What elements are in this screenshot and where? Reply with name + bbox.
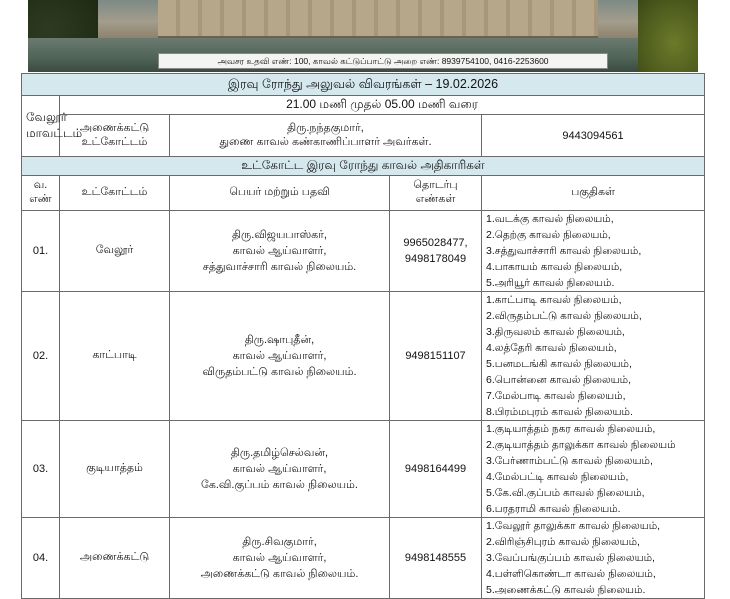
tree-foliage [638, 0, 698, 72]
row-phone: 9498148555 [390, 518, 482, 599]
header-banner-photo [28, 0, 698, 72]
report-title-row [22, 74, 705, 96]
emergency-contact-strip: அவசர உதவி எண்: 100, காவல் கட்டுப்பாட்டு அறை எண்: 8939754100, 0416-2253600 [158, 53, 608, 69]
row-sno: 02. [22, 292, 60, 421]
column-header-row [22, 176, 705, 211]
col-header-contact: தொடர்பு எண்கள் [390, 176, 482, 211]
fort-wall [158, 0, 598, 38]
district-subdivision: அணைக்கட்டு உட்கோட்டம் [60, 115, 170, 157]
night-patrol-table [21, 73, 705, 599]
table-row [22, 292, 705, 421]
row-areas: 1.வேலூர் தாலுக்கா காவல் நிலையம், 2.விரிஞ்சிபுரம் காவல் நிலையம், 3.வேப்பங்குப்பம் காவல் நிலையம், 4.பள்ளிகொண்டா காவல் நிலையம், 5.அணைக்கட்டு காவல் நிலையம். [482, 518, 705, 599]
row-officer: திரு.சிவகுமார், காவல் ஆய்வாளர், அணைக்கட்டு காவல் நிலையம். [170, 518, 390, 599]
row-officer: திரு.விஜயபாஸ்கர், காவல் ஆய்வாளர், சத்துவாச்சாரி காவல் நிலையம். [170, 211, 390, 292]
row-areas: 1.வடக்கு காவல் நிலையம், 2.தெற்கு காவல் நிலையம், 3.சத்துவாச்சாரி காவல் நிலையம், 4.பாகாயம் காவல் நிலையம், 5.அரியூர் காவல் நிலையம். [482, 211, 705, 292]
row-areas: 1.காட்பாடி காவல் நிலையம், 2.விருதம்பட்டு காவல் நிலையம், 3.திருவலம் காவல் நிலையம், 4.லத்தேரி காவல் நிலையம், 5.பனமடங்கி காவல் நிலையம், 6.பொன்னை காவல் நிலையம், 7.மேல்பாடி காவல் நிலையம், 8.பிரம்மபுரம் காவல் நிலையம். [482, 292, 705, 421]
table-row [22, 518, 705, 599]
row-officer: திரு.ஷாபுதீன், காவல் ஆய்வாளர், விருதம்பட்டு காவல் நிலையம். [170, 292, 390, 421]
col-header-areas: பகுதிகள் [482, 176, 705, 211]
row-sno: 03. [22, 421, 60, 518]
time-row [22, 96, 705, 115]
district-label: வேலூர் மாவட்டம் [22, 96, 60, 157]
row-phone: 9498164499 [390, 421, 482, 518]
section-title: உட்கோட்ட இரவு ரோந்து காவல் அதிகாரிகள் [22, 157, 705, 176]
report-title: இரவு ரோந்து அலுவல் விவரங்கள் – 19.02.2026 [22, 74, 705, 96]
district-officer-phone: 9443094561 [482, 115, 705, 157]
row-subdivision: வேலூர் [60, 211, 170, 292]
row-sno: 04. [22, 518, 60, 599]
col-header-name: பெயர் மற்றும் பதவி [170, 176, 390, 211]
district-officer-row [22, 115, 705, 157]
row-subdivision: அணைக்கட்டு [60, 518, 170, 599]
row-phone: 9965028477, 9498178049 [390, 211, 482, 292]
table-row [22, 421, 705, 518]
table-row [22, 211, 705, 292]
row-subdivision: காட்பாடி [60, 292, 170, 421]
row-officer: திரு.தமிழ்செல்வன், காவல் ஆய்வாளர், கே.வி.குப்பம் காவல் நிலையம். [170, 421, 390, 518]
section-title-row [22, 157, 705, 176]
col-header-sno: வ. எண் [22, 176, 60, 211]
row-areas: 1.குடியாத்தம் நகர காவல் நிலையம், 2.குடியாத்தம் தாலுக்கா காவல் நிலையம் 3.பேர்ணாம்பட்டு காவல் நிலையம், 4.மேல்பட்டி காவல் நிலையம், 5.கே.வி.குப்பம் காவல் நிலையம், 6.பரதராமி காவல் நிலையம். [482, 421, 705, 518]
district-officer: திரு.நந்தகுமார், துணை காவல் கண்காணிப்பாளர் அவர்கள். [170, 115, 482, 157]
col-header-subdivision: உட்கோட்டம் [60, 176, 170, 211]
row-phone: 9498151107 [390, 292, 482, 421]
row-subdivision: குடியாத்தம் [60, 421, 170, 518]
patrol-time: 21.00 மணி முதல் 05.00 மணி வரை [60, 96, 705, 115]
row-sno: 01. [22, 211, 60, 292]
